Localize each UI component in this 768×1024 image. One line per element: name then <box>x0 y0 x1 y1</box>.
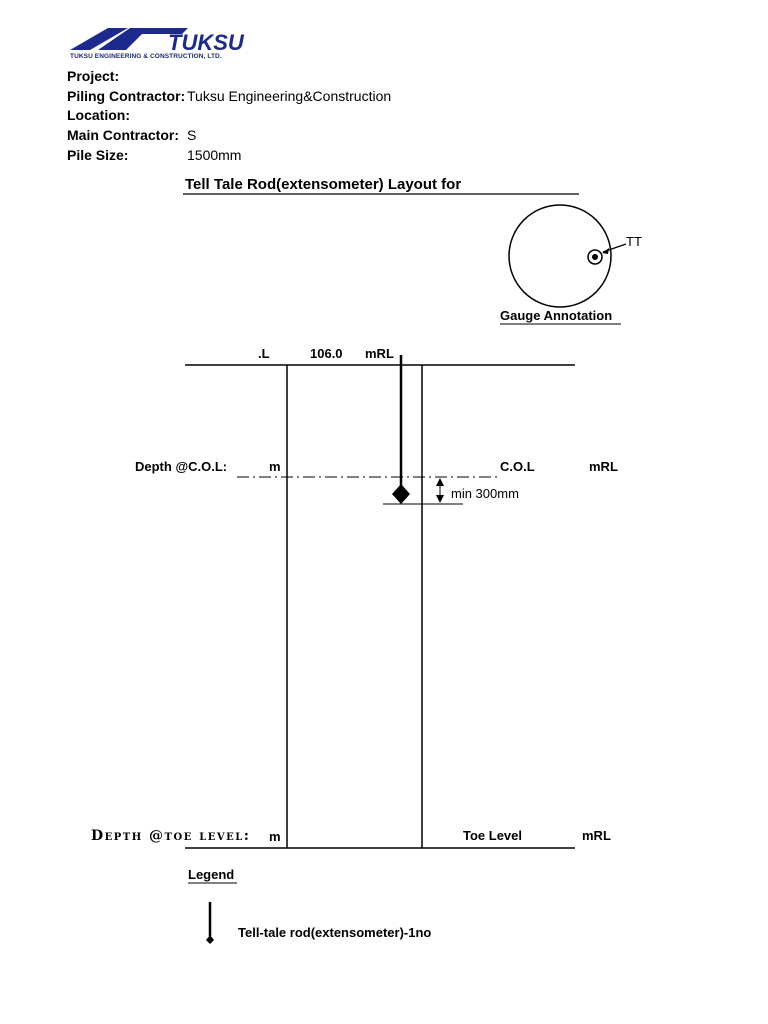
col-level-label: C.O.L <box>500 459 535 474</box>
tell-tale-dot-icon <box>592 254 598 260</box>
page-title: Tell Tale Rod(extensometer) Layout for <box>185 176 462 193</box>
piling-contractor-value: Tuksu Engineering&Construction <box>187 88 392 104</box>
legend-item-label: Tell-tale rod(extensometer)-1no <box>238 925 432 940</box>
top-level-prefix: .L <box>258 346 270 361</box>
toe-level-label: Toe Level <box>463 828 523 843</box>
project-label: Project: <box>67 68 120 84</box>
toe-level-unit: mRL <box>582 828 611 843</box>
rod-anchor-diamond-icon <box>392 484 410 504</box>
company-subtitle: TUKSU ENGINEERING & CONSTRUCTION, LTD. <box>70 53 222 60</box>
top-level-value: 106.0 <box>310 346 343 361</box>
min-300-label: min 300mm <box>451 486 519 501</box>
piling-contractor-label: Piling Contractor: <box>67 88 186 104</box>
toe-depth-label: Depth @toe level: <box>91 828 251 844</box>
main-contractor-value: S <box>187 127 197 143</box>
toe-depth-unit: m <box>269 829 281 844</box>
legend-rod-tip-icon <box>206 935 214 944</box>
pile-size-label: Pile Size: <box>67 147 129 163</box>
col-depth-label: Depth @C.O.L: <box>135 459 228 474</box>
location-label: Location: <box>67 107 130 123</box>
col-depth-unit: m <box>269 459 281 474</box>
main-contractor-label: Main Contractor: <box>67 127 179 143</box>
tt-label: TT <box>626 234 642 249</box>
tt-arrow-icon <box>602 248 609 254</box>
pile-size-value: 1500mm <box>187 147 242 163</box>
top-level-unit: mRL <box>365 346 394 361</box>
dimension-arrow-up-icon <box>436 478 444 486</box>
legend-title: Legend <box>188 867 235 882</box>
gauge-caption: Gauge Annotation <box>500 308 613 323</box>
col-level-unit: mRL <box>589 459 618 474</box>
dimension-arrow-down-icon <box>436 495 444 503</box>
logo-text: TUKSU <box>168 30 244 54</box>
